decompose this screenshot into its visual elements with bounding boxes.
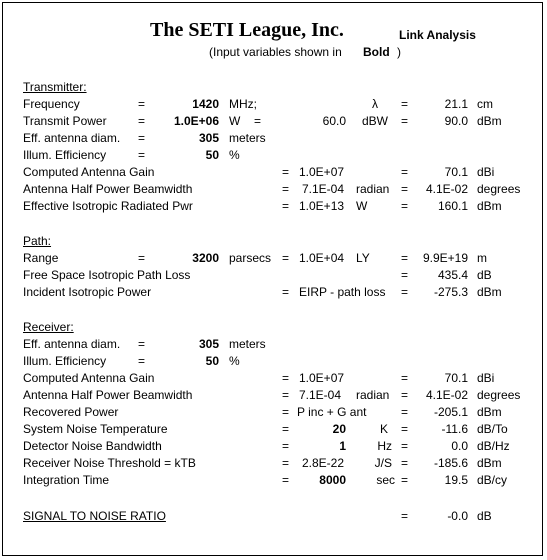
rx-beam-eq2: =	[401, 388, 409, 402]
input-note-suffix: )	[397, 45, 401, 59]
rx-gain-dbi: 70.1	[444, 371, 468, 385]
range-eq: =	[138, 251, 146, 265]
bw-eq: =	[282, 439, 290, 453]
eirp-label: Effective Isotropic Radiated Pwr	[23, 199, 193, 213]
eirp-eq: =	[282, 199, 290, 213]
tx-gain-eq: =	[282, 165, 290, 179]
tx-diam-label: Eff. antenna diam.	[23, 131, 121, 145]
rx-illum-input[interactable]: 50	[205, 354, 219, 368]
temp-input[interactable]: 20	[332, 422, 346, 436]
frequency-eq: =	[138, 97, 146, 111]
frequency-unit: MHz;	[229, 97, 257, 111]
tx-diam-input[interactable]: 305	[198, 131, 219, 145]
rx-illum-label: Illum. Efficiency	[23, 354, 107, 368]
tx-power-eq2: =	[401, 114, 409, 128]
rx-gain-eq2: =	[401, 371, 409, 385]
wavelength-result: 21.1	[444, 97, 468, 111]
tx-power-dbw: 60.0	[322, 114, 346, 128]
range-m-unit: m	[477, 251, 487, 265]
rx-beam-rad: 7.1E-04	[299, 388, 342, 402]
tx-gain-unit: dBi	[477, 165, 495, 179]
integ-unit: sec	[376, 473, 395, 487]
thresh-dbm-unit: dBm	[477, 456, 502, 470]
tx-beam-rad-unit: radian	[356, 182, 390, 196]
incident-formula: EIRP - path loss	[299, 285, 386, 299]
rx-diam-label: Eff. antenna diam.	[23, 337, 121, 351]
range-ly-unit: LY	[356, 251, 370, 265]
tx-power-dbw-unit: dBW	[362, 114, 389, 128]
range-ly: 1.0E+04	[299, 251, 345, 265]
tx-beam-deg-unit: degrees	[477, 182, 521, 196]
eirp-dbm-unit: dBm	[477, 199, 502, 213]
eirp-watts: 1.0E+13	[299, 199, 345, 213]
integ-db: 19.5	[444, 473, 468, 487]
thresh-dbm: -185.6	[433, 456, 468, 470]
range-label: Range	[23, 251, 59, 265]
snr-value: -0.0	[447, 509, 468, 523]
integ-eq2: =	[401, 473, 409, 487]
tx-gain-eq2: =	[401, 165, 409, 179]
recovered-label: Recovered Power	[23, 405, 119, 419]
tx-power-eq: =	[138, 114, 146, 128]
lambda-symbol: λ	[372, 97, 378, 111]
path-heading: Path:	[23, 234, 52, 248]
temp-unit: K	[379, 422, 388, 436]
recovered-eq: =	[282, 405, 290, 419]
incident-value: -275.3	[433, 285, 468, 299]
fspl-unit: dB	[477, 268, 492, 282]
eirp-watts-unit: W	[356, 199, 368, 213]
wavelength-unit: cm	[477, 97, 493, 111]
tx-power-unit: W	[229, 114, 241, 128]
bw-db: 0.0	[451, 439, 468, 453]
snr-eq2: =	[401, 509, 409, 523]
recovered-eq2: =	[401, 405, 409, 419]
thresh-eq2: =	[401, 456, 409, 470]
recovered-unit: dBm	[477, 405, 502, 419]
rx-gain-linear: 1.0E+07	[299, 371, 345, 385]
frequency-label: Frequency	[23, 97, 80, 111]
rx-beam-deg-unit: degrees	[477, 388, 521, 402]
integ-input[interactable]: 8000	[319, 473, 346, 487]
tx-beam-eq2: =	[401, 182, 409, 196]
integ-label: Integration Time	[23, 473, 110, 487]
incident-eq2: =	[401, 285, 409, 299]
rx-diam-unit: meters	[229, 337, 266, 351]
rx-gain-label: Computed Antenna Gain	[23, 371, 155, 385]
range-m: 9.9E+19	[422, 251, 468, 265]
tx-beam-eq: =	[282, 182, 290, 196]
tx-illum-eq: =	[138, 148, 146, 162]
tx-power-eq-mid: =	[254, 114, 262, 128]
integ-eq: =	[282, 473, 290, 487]
frequency-input[interactable]: 1420	[192, 97, 219, 111]
incident-unit: dBm	[477, 285, 502, 299]
thresh-joules-unit: J/S	[374, 456, 392, 470]
fspl-eq2: =	[401, 268, 409, 282]
bw-db-unit: dB/Hz	[477, 439, 510, 453]
rx-illum-unit: %	[229, 354, 240, 368]
temp-label: System Noise Temperature	[23, 422, 168, 436]
rx-illum-eq: =	[138, 354, 146, 368]
rx-beam-label: Antenna Half Power Beamwidth	[23, 388, 193, 402]
page-title: The SETI League, Inc.	[150, 19, 344, 41]
recovered-formula: P inc + G ant	[297, 405, 367, 419]
rx-diam-eq: =	[138, 337, 146, 351]
tx-gain-dbi: 70.1	[444, 165, 468, 179]
integ-db-unit: dB/cy	[477, 473, 508, 487]
bw-label: Detector Noise Bandwidth	[23, 439, 162, 453]
range-input[interactable]: 3200	[192, 251, 219, 265]
temp-db: -11.6	[441, 422, 468, 436]
temp-eq: =	[282, 422, 290, 436]
rx-beam-eq: =	[282, 388, 290, 402]
incident-eq: =	[282, 285, 290, 299]
transmitter-heading: Transmitter:	[23, 80, 87, 94]
tx-power-label: Transmit Power	[23, 114, 107, 128]
bw-unit: Hz	[377, 439, 392, 453]
tx-power-dbm: 90.0	[444, 114, 468, 128]
thresh-joules: 2.8E-22	[302, 456, 345, 470]
eirp-eq2: =	[401, 199, 409, 213]
incident-label: Incident Isotropic Power	[23, 285, 152, 299]
rx-gain-eq: =	[282, 371, 290, 385]
thresh-label: Receiver Noise Threshold = kTB	[23, 456, 196, 470]
rx-beam-deg: 4.1E-02	[425, 388, 468, 402]
tx-beam-rad: 7.1E-04	[302, 182, 345, 196]
fspl-value: 435.4	[437, 268, 468, 282]
eirp-dbm: 160.1	[437, 199, 468, 213]
snr-label: SIGNAL TO NOISE RATIO	[23, 509, 166, 523]
input-note-prefix: (Input variables shown in	[209, 45, 342, 59]
rx-gain-unit: dBi	[477, 371, 495, 385]
rx-diam-input[interactable]: 305	[198, 337, 219, 351]
temp-db-unit: dB/To	[477, 422, 508, 436]
tx-power-input[interactable]: 1.0E+06	[173, 114, 219, 128]
rx-beam-rad-unit: radian	[356, 388, 390, 402]
thresh-eq: =	[282, 456, 290, 470]
page-subtitle: Link Analysis	[399, 28, 476, 42]
receiver-heading: Receiver:	[23, 320, 74, 334]
tx-illum-unit: %	[229, 148, 240, 162]
bw-eq2: =	[401, 439, 409, 453]
tx-beam-label: Antenna Half Power Beamwidth	[23, 182, 193, 196]
tx-diam-unit: meters	[229, 131, 266, 145]
snr-unit: dB	[477, 509, 492, 523]
recovered-value: -205.1	[433, 405, 468, 419]
range-eq2: =	[401, 251, 409, 265]
bw-input[interactable]: 1	[339, 439, 346, 453]
tx-beam-deg: 4.1E-02	[425, 182, 468, 196]
tx-illum-input[interactable]: 50	[205, 148, 219, 162]
input-note-bold: Bold	[363, 45, 390, 59]
temp-eq2: =	[401, 422, 409, 436]
range-eq-mid: =	[282, 251, 290, 265]
tx-power-dbm-unit: dBm	[477, 114, 502, 128]
tx-gain-label: Computed Antenna Gain	[23, 165, 155, 179]
range-unit: parsecs	[229, 251, 272, 265]
tx-illum-label: Illum. Efficiency	[23, 148, 107, 162]
tx-diam-eq: =	[138, 131, 146, 145]
frequency-eq2: =	[401, 97, 409, 111]
fspl-label: Free Space Isotropic Path Loss	[23, 268, 191, 282]
tx-gain-linear: 1.0E+07	[299, 165, 345, 179]
